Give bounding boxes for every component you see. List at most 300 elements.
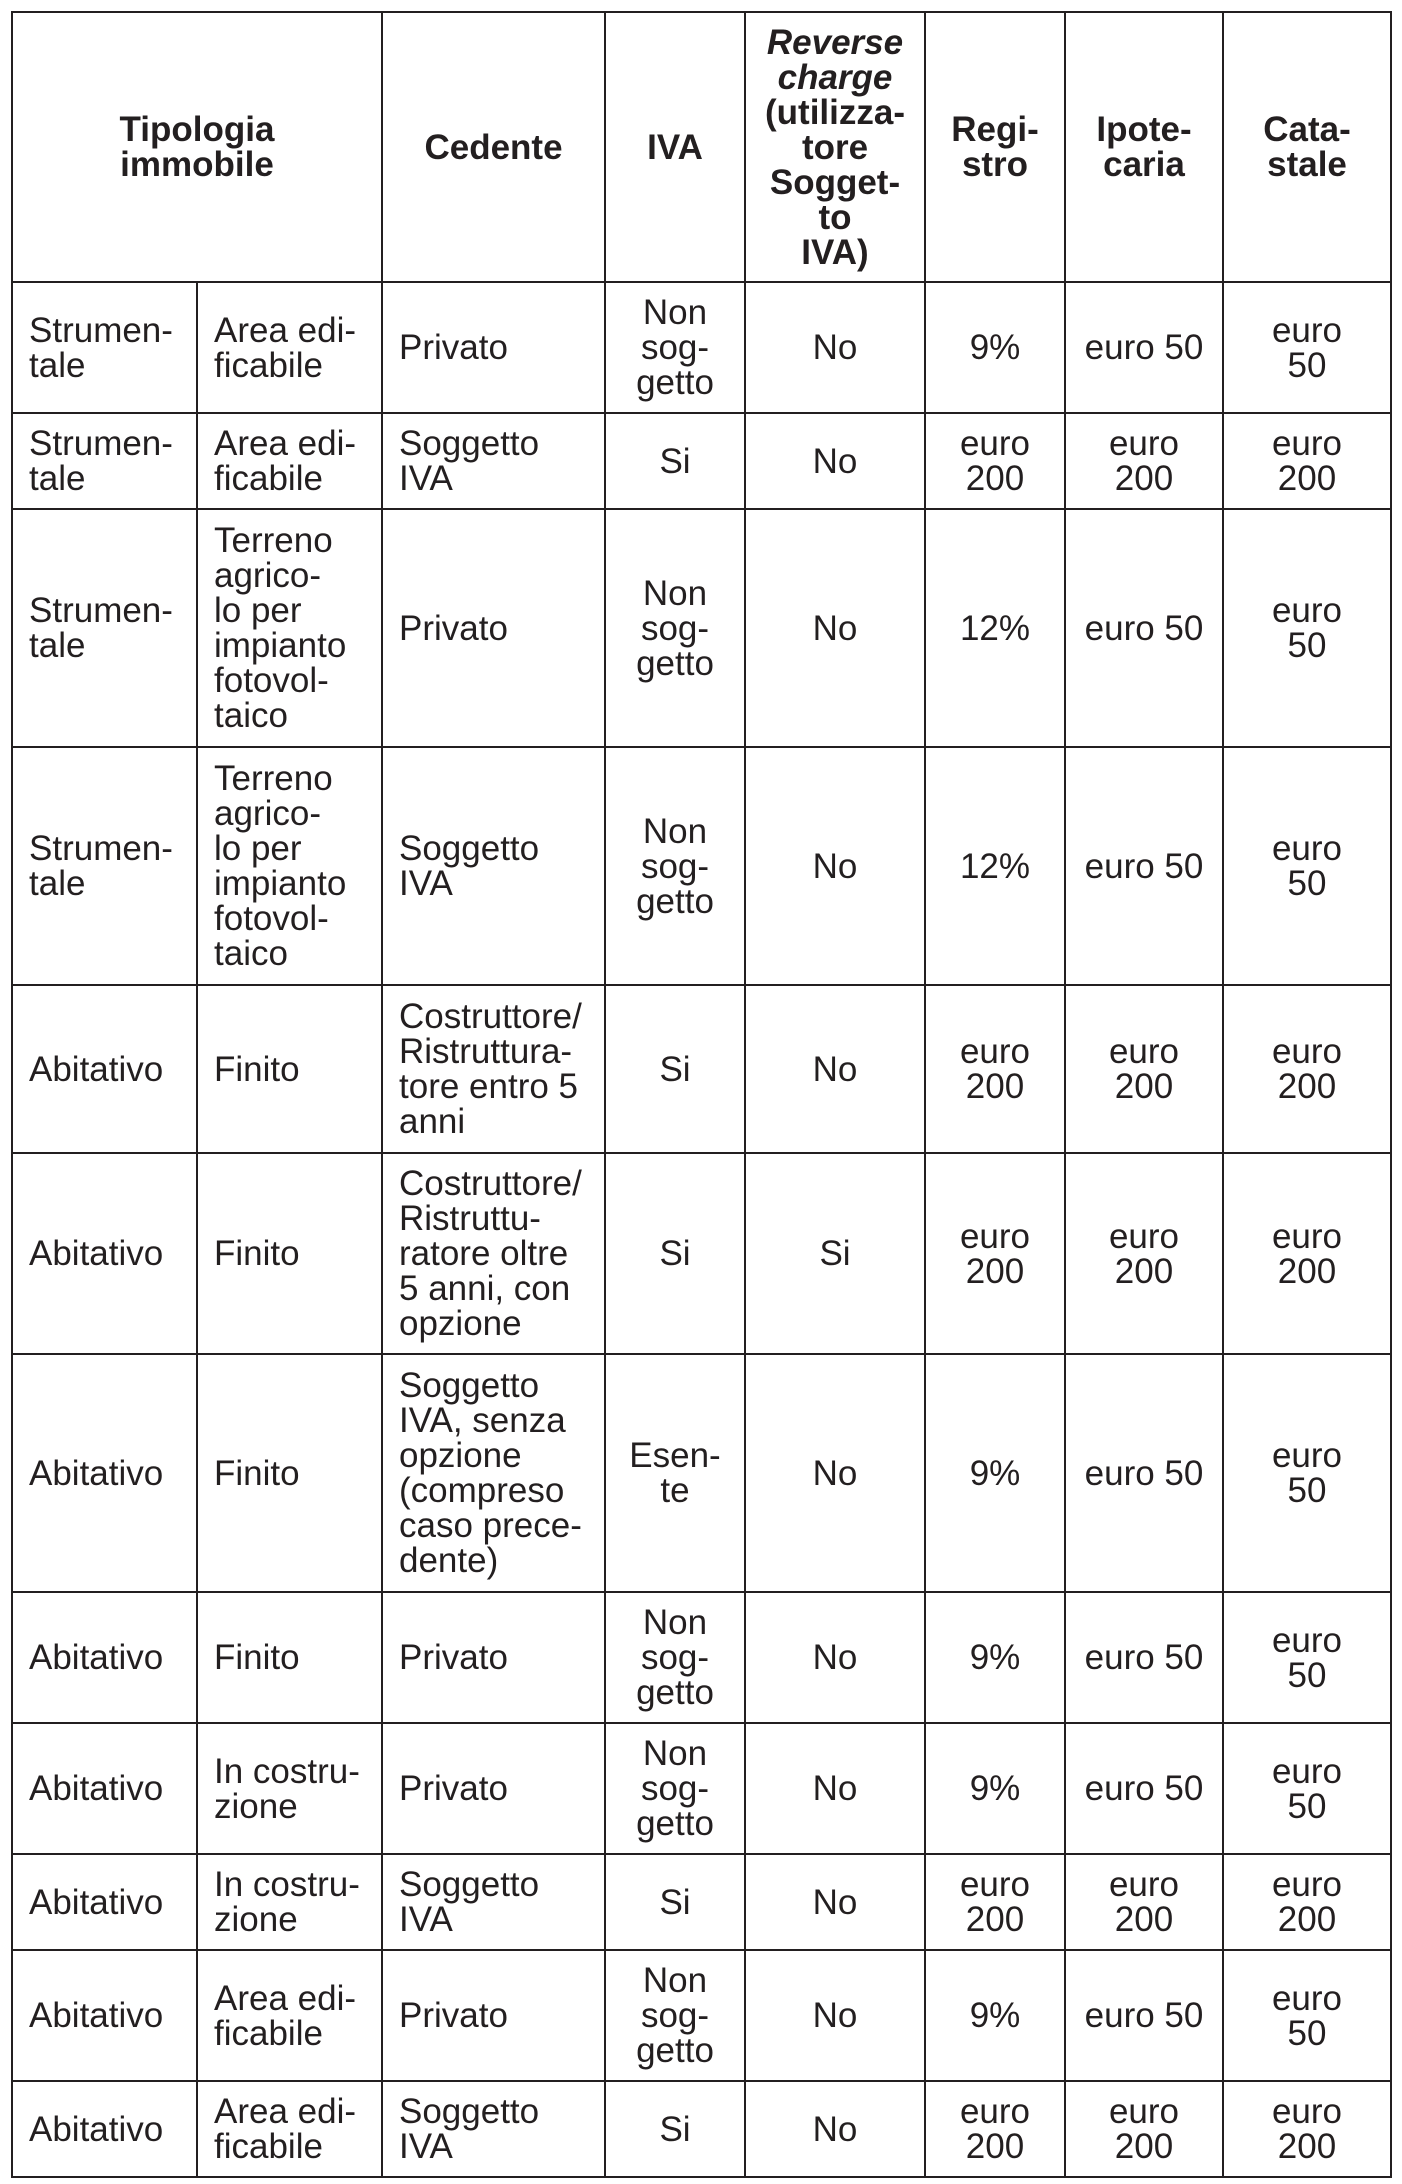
cell-ipotecaria-line: euro 50 bbox=[1084, 1453, 1204, 1493]
cell-iva-line: getto bbox=[636, 363, 714, 402]
cell-iva-line: sog- bbox=[640, 1996, 710, 2035]
cell-registro-line: 9% bbox=[969, 1453, 1021, 1493]
cell-tipologia-line: Abitativo bbox=[29, 1996, 164, 2035]
cell-sottotipo-line: In costru- bbox=[214, 1865, 360, 1904]
cell-cedente-line: Ristruttu- bbox=[399, 1199, 541, 1238]
cell-catastale bbox=[1223, 1153, 1391, 1354]
cell-ipotecaria bbox=[1065, 1854, 1223, 1950]
cell-cedente-line: Soggetto bbox=[399, 424, 540, 463]
header-cedente bbox=[382, 12, 605, 282]
cell-tipologia-line: tale bbox=[29, 345, 86, 385]
cell-cedente-line: caso prece- bbox=[399, 1506, 582, 1545]
cell-ipotecaria-line: euro 50 bbox=[1084, 1996, 1204, 2035]
cell-cedente-line: Soggetto bbox=[399, 1366, 540, 1405]
header-tipologia-line: immobile bbox=[120, 145, 274, 184]
cell-cedente bbox=[382, 2081, 605, 2177]
cell-sottotipo-line: zione bbox=[214, 1900, 298, 1939]
header-ipotecaria-line: caria bbox=[1103, 145, 1185, 184]
table-row bbox=[12, 1854, 1391, 1950]
cell-sottotipo bbox=[197, 1153, 382, 1354]
cell-iva bbox=[605, 1723, 745, 1854]
cell-iva-line: sog- bbox=[640, 608, 710, 648]
cell-cedente bbox=[382, 413, 605, 509]
cell-catastale-line: euro bbox=[1271, 1978, 1343, 2018]
cell-cedente bbox=[382, 509, 605, 747]
cell-reverse-charge bbox=[745, 747, 925, 985]
cell-registro-line: 12% bbox=[959, 608, 1031, 648]
header-reverse-line-italic: charge bbox=[777, 57, 893, 97]
cell-ipotecaria-line: 200 bbox=[1114, 2127, 1174, 2166]
cell-sottotipo-line: fotovol- bbox=[214, 661, 329, 700]
cell-tipologia-line: Strumen- bbox=[29, 591, 173, 630]
cell-catastale-line: 50 bbox=[1287, 2013, 1327, 2053]
cell-cedente bbox=[382, 985, 605, 1153]
cell-iva-line: Si bbox=[659, 1049, 691, 1089]
cell-sottotipo-line: ficabile bbox=[214, 2013, 323, 2053]
cell-tipologia bbox=[12, 1723, 197, 1854]
cell-reverse-charge bbox=[745, 985, 925, 1153]
cell-catastale-line: 50 bbox=[1287, 864, 1327, 903]
cell-registro-line: euro bbox=[959, 1865, 1031, 1904]
cell-catastale-line: 200 bbox=[1277, 1251, 1337, 1291]
table-row bbox=[12, 1592, 1391, 1723]
cell-ipotecaria-line: euro bbox=[1108, 1032, 1180, 1071]
header-registro bbox=[925, 12, 1065, 282]
cell-cedente-line: IVA bbox=[399, 2127, 453, 2166]
header-catastale-line: Cata- bbox=[1263, 110, 1351, 149]
cell-tipologia bbox=[12, 747, 197, 985]
cell-sottotipo-line: Finito bbox=[214, 1638, 300, 1677]
cell-tipologia bbox=[12, 282, 197, 413]
cell-sottotipo bbox=[197, 747, 382, 985]
cell-cedente-line: Costruttore/ bbox=[399, 1164, 582, 1203]
cell-ipotecaria bbox=[1065, 1592, 1223, 1723]
cell-sottotipo-line: agrico- bbox=[214, 556, 321, 595]
cell-iva-line: Non bbox=[642, 1734, 708, 1773]
cell-sottotipo-line: ficabile bbox=[214, 459, 323, 498]
cell-registro-line: 9% bbox=[969, 1996, 1021, 2035]
cell-catastale-line: euro bbox=[1271, 1032, 1343, 1071]
cell-sottotipo bbox=[197, 1354, 382, 1592]
cell-cedente bbox=[382, 1354, 605, 1592]
cell-iva-line: getto bbox=[636, 2031, 714, 2070]
cell-registro-line: 12% bbox=[959, 846, 1031, 886]
cell-catastale-line: euro bbox=[1271, 2092, 1343, 2131]
cell-iva-line: te bbox=[660, 1471, 690, 1510]
cell-iva-line: Non bbox=[642, 293, 708, 332]
cell-tipologia-line: Abitativo bbox=[29, 1638, 164, 1677]
cell-registro-line: 9% bbox=[969, 1769, 1021, 1808]
table-row bbox=[12, 1354, 1391, 1592]
header-reverse-line: to bbox=[818, 197, 852, 237]
cell-tipologia bbox=[12, 1153, 197, 1354]
cell-iva bbox=[605, 2081, 745, 2177]
cell-iva-line: Non bbox=[642, 811, 708, 851]
cell-ipotecaria-line: euro 50 bbox=[1084, 1769, 1204, 1808]
cell-tipologia bbox=[12, 413, 197, 509]
cell-iva-line: getto bbox=[636, 643, 714, 683]
cell-ipotecaria-line: 200 bbox=[1114, 459, 1174, 498]
cell-iva bbox=[605, 509, 745, 747]
cell-tipologia-line: Strumen- bbox=[29, 829, 173, 868]
header-row bbox=[12, 12, 1391, 282]
cell-catastale bbox=[1223, 413, 1391, 509]
cell-catastale-line: 200 bbox=[1277, 2127, 1337, 2166]
cell-registro bbox=[925, 1950, 1065, 2081]
cell-ipotecaria-line: 200 bbox=[1114, 1251, 1174, 1291]
cell-catastale-line: 50 bbox=[1287, 626, 1327, 665]
cell-tipologia bbox=[12, 1950, 197, 2081]
cell-catastale-line: euro bbox=[1271, 424, 1343, 463]
table-row bbox=[12, 1723, 1391, 1854]
cell-cedente-line: IVA bbox=[399, 459, 453, 498]
header-catastale-line: stale bbox=[1267, 145, 1347, 184]
cell-cedente-line: opzione bbox=[399, 1436, 522, 1475]
cell-iva bbox=[605, 413, 745, 509]
header-reverse-line: (utilizza- bbox=[765, 92, 905, 132]
cell-catastale bbox=[1223, 1354, 1391, 1592]
cell-catastale-line: 200 bbox=[1277, 1067, 1337, 1106]
cell-iva-line: Si bbox=[659, 1234, 691, 1273]
cell-reverse-charge-line: No bbox=[812, 328, 858, 367]
cell-sottotipo-line: Finito bbox=[214, 1234, 300, 1273]
cell-tipologia-line: Abitativo bbox=[29, 1882, 164, 1922]
cell-reverse-charge bbox=[745, 509, 925, 747]
cell-reverse-charge bbox=[745, 1854, 925, 1950]
cell-catastale-line: 50 bbox=[1287, 1655, 1327, 1695]
cell-tipologia bbox=[12, 1592, 197, 1723]
cell-cedente-line: Privato bbox=[399, 608, 508, 648]
cell-sottotipo-line: Area edi- bbox=[214, 1978, 357, 2018]
cell-sottotipo-line: Area edi- bbox=[214, 2092, 357, 2131]
cell-reverse-charge-line: Si bbox=[819, 1234, 851, 1273]
cell-ipotecaria-line: euro bbox=[1108, 2092, 1180, 2131]
cell-iva-line: Non bbox=[642, 573, 708, 613]
cell-registro bbox=[925, 282, 1065, 413]
cell-ipotecaria bbox=[1065, 509, 1223, 747]
header-cedente-line: Cedente bbox=[424, 127, 563, 167]
cell-catastale bbox=[1223, 282, 1391, 413]
table-row bbox=[12, 1153, 1391, 1354]
cell-sottotipo bbox=[197, 509, 382, 747]
cell-reverse-charge-line: No bbox=[812, 846, 858, 886]
cell-sottotipo bbox=[197, 2081, 382, 2177]
cell-registro bbox=[925, 1854, 1065, 1950]
cell-tipologia-line: Abitativo bbox=[29, 1049, 164, 1089]
cell-sottotipo bbox=[197, 1723, 382, 1854]
cell-sottotipo-line: ficabile bbox=[214, 2127, 323, 2166]
cell-catastale-line: euro bbox=[1271, 1865, 1343, 1904]
cell-iva bbox=[605, 1950, 745, 2081]
cell-tipologia-line: Strumen- bbox=[29, 310, 173, 350]
cell-cedente-line: 5 anni, con bbox=[399, 1269, 571, 1308]
cell-catastale-line: 200 bbox=[1277, 459, 1337, 498]
cell-tipologia-line: Abitativo bbox=[29, 1769, 164, 1808]
header-tipologia-line: Tipologia bbox=[119, 110, 275, 149]
cell-cedente-line: Privato bbox=[399, 1638, 508, 1677]
cell-reverse-charge-line: No bbox=[812, 1638, 858, 1677]
cell-ipotecaria bbox=[1065, 1723, 1223, 1854]
cell-reverse-charge bbox=[745, 1592, 925, 1723]
cell-tipologia-line: tale bbox=[29, 626, 86, 665]
cell-catastale bbox=[1223, 1723, 1391, 1854]
cell-tipologia bbox=[12, 1854, 197, 1950]
cell-iva-line: Si bbox=[659, 441, 691, 481]
table-row bbox=[12, 2081, 1391, 2177]
cell-cedente bbox=[382, 747, 605, 985]
cell-sottotipo-line: In costru- bbox=[214, 1751, 360, 1791]
cell-reverse-charge bbox=[745, 413, 925, 509]
cell-tipologia-line: Abitativo bbox=[29, 1453, 164, 1493]
cell-registro bbox=[925, 413, 1065, 509]
cell-registro-line: 200 bbox=[965, 459, 1025, 498]
cell-iva-line: Si bbox=[659, 1882, 691, 1922]
cell-ipotecaria bbox=[1065, 1153, 1223, 1354]
cell-registro-line: euro bbox=[959, 2092, 1031, 2131]
cell-tipologia bbox=[12, 2081, 197, 2177]
cell-ipotecaria bbox=[1065, 985, 1223, 1153]
cell-ipotecaria bbox=[1065, 747, 1223, 985]
cell-reverse-charge-line: No bbox=[812, 2109, 858, 2149]
header-reverse-charge bbox=[745, 12, 925, 282]
cell-sottotipo-line: Finito bbox=[214, 1453, 300, 1493]
cell-reverse-charge-line: No bbox=[812, 1996, 858, 2035]
cell-cedente-line: Soggetto bbox=[399, 1865, 540, 1904]
cell-iva-line: getto bbox=[636, 1673, 714, 1712]
cell-sottotipo-line: Area edi- bbox=[214, 424, 357, 463]
cell-iva bbox=[605, 1592, 745, 1723]
cell-cedente-line: Costruttore/ bbox=[399, 997, 582, 1036]
cell-reverse-charge bbox=[745, 1153, 925, 1354]
cell-catastale-line: 50 bbox=[1287, 1786, 1327, 1826]
cell-sottotipo-line: lo per bbox=[214, 591, 302, 630]
cell-catastale bbox=[1223, 1854, 1391, 1950]
cell-cedente bbox=[382, 282, 605, 413]
cell-registro-line: 200 bbox=[965, 2127, 1025, 2166]
cell-registro bbox=[925, 747, 1065, 985]
cell-registro-line: 9% bbox=[969, 328, 1021, 367]
cell-iva-line: sog- bbox=[640, 1638, 710, 1677]
cell-reverse-charge bbox=[745, 1354, 925, 1592]
cell-iva-line: getto bbox=[636, 881, 714, 921]
cell-ipotecaria-line: 200 bbox=[1114, 1067, 1174, 1106]
cell-iva bbox=[605, 1354, 745, 1592]
cell-registro-line: 9% bbox=[969, 1638, 1021, 1677]
cell-iva bbox=[605, 282, 745, 413]
cell-registro-line: euro bbox=[959, 1216, 1031, 1256]
cell-catastale bbox=[1223, 509, 1391, 747]
cell-catastale bbox=[1223, 747, 1391, 985]
cell-catastale bbox=[1223, 1592, 1391, 1723]
cell-tipologia-line: Strumen- bbox=[29, 424, 173, 463]
cell-reverse-charge bbox=[745, 1950, 925, 2081]
cell-reverse-charge bbox=[745, 1723, 925, 1854]
cell-sottotipo bbox=[197, 282, 382, 413]
cell-registro-line: euro bbox=[959, 424, 1031, 463]
cell-iva bbox=[605, 1854, 745, 1950]
cell-sottotipo-line: Finito bbox=[214, 1049, 300, 1089]
header-ipotecaria bbox=[1065, 12, 1223, 282]
cell-catastale-line: euro bbox=[1271, 829, 1343, 868]
cell-cedente-line: IVA, senza bbox=[399, 1401, 566, 1440]
cell-cedente-line: Privato bbox=[399, 1769, 508, 1808]
cell-ipotecaria bbox=[1065, 1354, 1223, 1592]
cell-cedente-line: opzione bbox=[399, 1304, 522, 1343]
table-row bbox=[12, 1950, 1391, 2081]
cell-cedente-line: dente) bbox=[399, 1541, 499, 1580]
cell-cedente-line: Privato bbox=[399, 328, 508, 367]
cell-sottotipo-line: lo per bbox=[214, 829, 302, 868]
table-row bbox=[12, 747, 1391, 985]
cell-sottotipo-line: agrico- bbox=[214, 794, 321, 833]
cell-catastale-line: euro bbox=[1271, 1620, 1343, 1660]
cell-iva bbox=[605, 747, 745, 985]
cell-tipologia-line: tale bbox=[29, 459, 86, 498]
cell-reverse-charge bbox=[745, 2081, 925, 2177]
cell-registro-line: 200 bbox=[965, 1251, 1025, 1291]
cell-iva-line: Si bbox=[659, 2109, 691, 2149]
cell-tipologia-line: Abitativo bbox=[29, 2109, 164, 2149]
header-catastale bbox=[1223, 12, 1391, 282]
cell-catastale-line: 200 bbox=[1277, 1900, 1337, 1939]
cell-cedente-line: (compreso bbox=[399, 1471, 565, 1510]
cell-ipotecaria bbox=[1065, 1950, 1223, 2081]
header-reverse-line: tore bbox=[801, 127, 869, 167]
cell-reverse-charge-line: No bbox=[812, 441, 858, 481]
cell-catastale bbox=[1223, 2081, 1391, 2177]
cell-catastale-line: euro bbox=[1271, 1216, 1343, 1256]
cell-catastale-line: euro bbox=[1271, 1751, 1343, 1791]
cell-tipologia bbox=[12, 1354, 197, 1592]
cell-iva-line: sog- bbox=[640, 846, 710, 886]
cell-sottotipo-line: zione bbox=[214, 1786, 298, 1826]
cell-ipotecaria bbox=[1065, 2081, 1223, 2177]
cell-sottotipo bbox=[197, 413, 382, 509]
cell-catastale bbox=[1223, 1950, 1391, 2081]
cell-cedente-line: tore entro 5 bbox=[399, 1067, 578, 1106]
cell-cedente-line: anni bbox=[399, 1102, 466, 1141]
header-reverse-line: Sogget- bbox=[769, 162, 901, 202]
cell-registro bbox=[925, 1354, 1065, 1592]
cell-iva bbox=[605, 1153, 745, 1354]
cell-reverse-charge-line: No bbox=[812, 608, 858, 648]
cell-sottotipo bbox=[197, 1592, 382, 1723]
cell-registro-line: 200 bbox=[965, 1900, 1025, 1939]
cell-sottotipo-line: Terreno bbox=[214, 759, 333, 798]
cell-registro bbox=[925, 1723, 1065, 1854]
cell-sottotipo-line: Area edi- bbox=[214, 310, 357, 350]
cell-sottotipo-line: taico bbox=[214, 696, 288, 735]
cell-iva-line: getto bbox=[636, 1804, 714, 1843]
cell-ipotecaria bbox=[1065, 413, 1223, 509]
cell-cedente-line: Privato bbox=[399, 1996, 508, 2035]
cell-cedente bbox=[382, 1950, 605, 2081]
cell-cedente-line: IVA bbox=[399, 1900, 453, 1939]
cell-catastale-line: 50 bbox=[1287, 1471, 1327, 1510]
header-tipologia bbox=[12, 12, 382, 282]
header-reverse-line: IVA) bbox=[801, 232, 869, 272]
cell-cedente bbox=[382, 1854, 605, 1950]
cell-reverse-charge-line: No bbox=[812, 1049, 858, 1089]
header-iva-line: IVA bbox=[647, 127, 703, 167]
table-row bbox=[12, 985, 1391, 1153]
header-iva bbox=[605, 12, 745, 282]
header-registro-line: stro bbox=[961, 145, 1029, 184]
cell-sottotipo-line: taico bbox=[214, 934, 288, 973]
cell-registro bbox=[925, 1153, 1065, 1354]
cell-reverse-charge-line: No bbox=[812, 1453, 858, 1493]
cell-registro bbox=[925, 985, 1065, 1153]
cell-sottotipo bbox=[197, 1854, 382, 1950]
cell-reverse-charge bbox=[745, 282, 925, 413]
cell-ipotecaria-line: euro bbox=[1108, 1216, 1180, 1256]
cell-ipotecaria-line: euro 50 bbox=[1084, 608, 1204, 648]
cell-ipotecaria-line: euro 50 bbox=[1084, 846, 1204, 886]
cell-ipotecaria-line: euro bbox=[1108, 1865, 1180, 1904]
header-registro-line: Regi- bbox=[951, 110, 1039, 149]
cell-registro bbox=[925, 2081, 1065, 2177]
cell-reverse-charge-line: No bbox=[812, 1769, 858, 1808]
cell-iva-line: sog- bbox=[640, 1769, 710, 1808]
header-ipotecaria-line: Ipote- bbox=[1096, 110, 1192, 149]
cell-cedente-line: ratore oltre bbox=[399, 1234, 569, 1273]
cell-iva-line: Non bbox=[642, 1603, 708, 1642]
cell-cedente bbox=[382, 1723, 605, 1854]
cell-iva-line: Esen- bbox=[629, 1436, 721, 1475]
cell-sottotipo-line: impianto bbox=[214, 626, 347, 665]
cell-ipotecaria-line: euro bbox=[1108, 424, 1180, 463]
cell-catastale-line: euro bbox=[1271, 310, 1343, 350]
cell-registro-line: 200 bbox=[965, 1067, 1025, 1106]
cell-sottotipo-line: fotovol- bbox=[214, 899, 329, 938]
cell-sottotipo-line: Terreno bbox=[214, 521, 333, 560]
tax-table bbox=[11, 11, 1392, 2178]
cell-iva-line: Non bbox=[642, 1961, 708, 2000]
cell-iva-line: sog- bbox=[640, 328, 710, 367]
cell-ipotecaria-line: euro 50 bbox=[1084, 1638, 1204, 1677]
cell-cedente bbox=[382, 1592, 605, 1723]
cell-cedente-line: Soggetto bbox=[399, 829, 540, 868]
cell-cedente-line: Soggetto bbox=[399, 2092, 540, 2131]
cell-sottotipo-line: ficabile bbox=[214, 345, 323, 385]
table-row bbox=[12, 509, 1391, 747]
cell-cedente-line: Ristruttura- bbox=[399, 1032, 573, 1071]
cell-ipotecaria-line: 200 bbox=[1114, 1900, 1174, 1939]
table-body bbox=[12, 282, 1391, 2177]
table-row bbox=[12, 413, 1391, 509]
cell-registro-line: euro bbox=[959, 1032, 1031, 1071]
cell-sottotipo bbox=[197, 985, 382, 1153]
cell-catastale bbox=[1223, 985, 1391, 1153]
header-reverse-line-italic: Reverse bbox=[766, 22, 904, 62]
cell-cedente bbox=[382, 1153, 605, 1354]
cell-tipologia bbox=[12, 509, 197, 747]
cell-ipotecaria bbox=[1065, 282, 1223, 413]
cell-registro bbox=[925, 1592, 1065, 1723]
tax-table-container bbox=[11, 11, 1392, 2178]
cell-cedente-line: IVA bbox=[399, 864, 453, 903]
cell-registro bbox=[925, 509, 1065, 747]
table-row bbox=[12, 282, 1391, 413]
cell-tipologia-line: Abitativo bbox=[29, 1234, 164, 1273]
cell-reverse-charge-line: No bbox=[812, 1882, 858, 1922]
cell-iva bbox=[605, 985, 745, 1153]
cell-catastale-line: euro bbox=[1271, 591, 1343, 630]
cell-ipotecaria-line: euro 50 bbox=[1084, 328, 1204, 367]
cell-tipologia bbox=[12, 985, 197, 1153]
cell-sottotipo-line: impianto bbox=[214, 864, 347, 903]
cell-sottotipo bbox=[197, 1950, 382, 2081]
